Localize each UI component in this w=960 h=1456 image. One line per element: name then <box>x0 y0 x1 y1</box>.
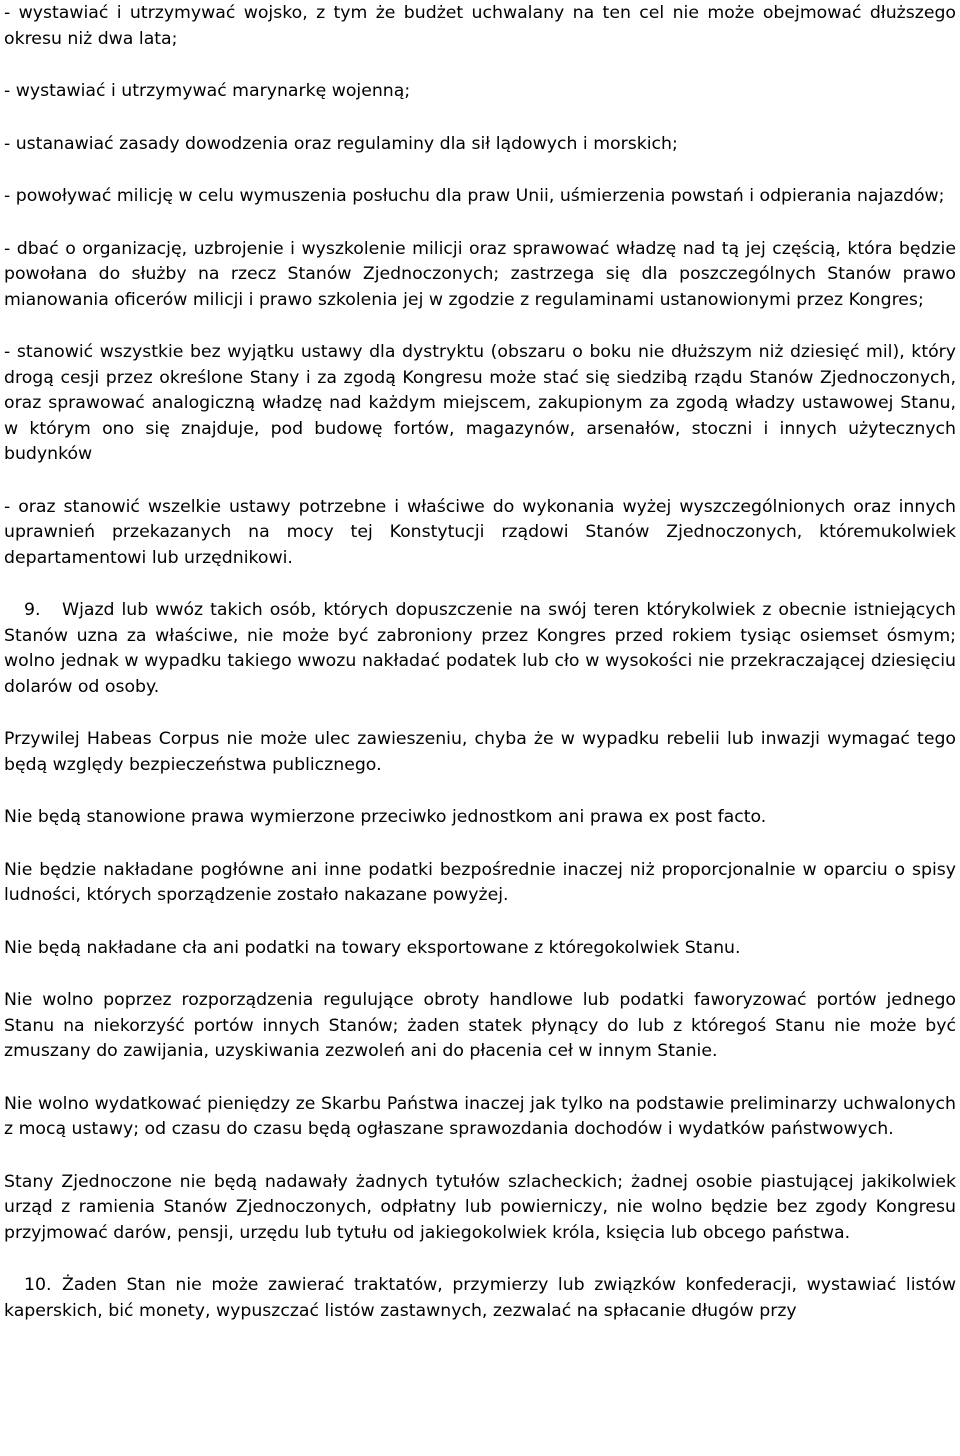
paragraph-army: - wystawiać i utrzymywać wojsko, z tym że budżet uchwalany na ten cel nie może obejmować dłuższego okresu niż dwa lata; <box>4 3 956 49</box>
section-9-number: 9. <box>24 600 41 620</box>
paragraph-ex-post-facto: Nie będą stanowione prawa wymierzone przeciwko jednostkom ani prawa ex post facto. <box>4 807 767 827</box>
paragraph-export-duties: Nie będą nakładane cła ani podatki na towary eksportowane z któregokolwiek Stanu. <box>4 937 741 958</box>
document-page <box>4 1 956 1351</box>
paragraph-district: - stanowić wszystkie bez wyjątku ustawy dla dystryktu (obszaru o boku nie dłuższym niż dziesięć mil), który drogą cesji przez określone Stany i za zgodą Kongresu może stać się siedzibą rządu Stanów Zjednoczonych, oraz sprawować analogiczną władzę nad każdym miejscem, zakupionym za zgodą władzy ustawowej Stanu, w którym ono się znajduje, pod budowę fortów, magazynów, arsenałów, stoczni i innych użytecznych budynków <box>4 342 956 464</box>
paragraph-navy: - wystawiać i utrzymywać marynarkę wojenną; <box>4 81 411 101</box>
paragraph-ports: Nie wolno poprzez rozporządzenia regulujące obroty handlowe lub podatki faworyzować portów jednego Stanu na niekorzyść portów innych Stanów; żaden statek płynący do lub z któregoś Stanu nie może być zmuszany do zawijania, uzyskiwania zezwoleń ani do płacenia ceł w innym Stanie. <box>4 990 956 1061</box>
section-10 <box>4 1273 956 1324</box>
section-9 <box>4 598 956 700</box>
section-9-text: Wjazd lub wwóz takich osób, których dopuszczenie na swój teren którykolwiek z obecnie istniejących Stanów uzna za właściwe, nie może być zabroniony przez Kongres przed rokiem tysiąc osiemset ósmym; wolno jednak w wypadku takiego wwozu nakładać podatek lub cło w wysokości nie przekraczającej dziesięciu dolarów od osoby. <box>4 600 956 697</box>
paragraph-habeas-corpus: Przywilej Habeas Corpus nie może ulec zawieszeniu, chyba że w wypadku rebelii lub inwazji wymagać tego będą względy bezpieczeństwa publicznego. <box>4 729 956 775</box>
paragraph-nobility-titles: Stany Zjednoczone nie będą nadawały żadnych tytułów szlacheckich; żadnej osobie piastującej jakikolwiek urząd z ramienia Stanów Zjednoczonych, odpłatny lub powierniczy, nie wolno będzie bez zgody Kongresu przyjmować darów, pensji, urzędu lub tytułu od jakiegokolwiek króla, księcia lub obcego państwa. <box>4 1171 956 1243</box>
section-10-text: Żaden Stan nie może zawierać traktatów, przymierzy lub związków konfederacji, wystawiać listów kaperskich, bić monety, wypuszczać listów zastawnych, zezwalać na spłacanie długów przy <box>4 1275 956 1321</box>
paragraph-regulations: - ustanawiać zasady dowodzenia oraz regulaminy dla sił lądowych i morskich; <box>4 133 678 154</box>
paragraph-capitation-tax: Nie będzie nakładane pogłówne ani inne podatki bezpośrednie inaczej niż proporcjonalnie w oparciu o spisy ludności, których sporządzenie zostało nakazane powyżej. <box>4 859 956 905</box>
paragraph-necessary-laws: - oraz stanowić wszelkie ustawy potrzebne i właściwe do wykonania wyżej wyszczególnionych oraz innych uprawnień przekazanych na mocy tej Konstytucji rządowi Stanów Zjednoczonych, któremukolwiek departamentowi lub urzędnikowi. <box>4 496 956 568</box>
paragraph-treasury: Nie wolno wydatkować pieniędzy ze Skarbu Państwa inaczej jak tylko na podstawie preliminarzy uchwalonych z mocą ustawy; od czasu do czasu będą ogłaszane sprawozdania dochodów i wydatków państwowych. <box>4 1093 956 1139</box>
section-10-number: 10. <box>24 1275 52 1295</box>
paragraph-militia-organization: - dbać o organizację, uzbrojenie i wyszkolenie milicji oraz sprawować władzę nad tą jej częścią, która będzie powołana do służby na rzecz Stanów Zjednoczonych; zastrzega się dla poszczególnych Stanów prawo mianowania oficerów milicji i prawo szkolenia jej w zgodzie z regulaminami ustanowionymi przez Kongres; <box>4 238 956 310</box>
paragraph-militia-call: - powoływać milicję w celu wymuszenia posłuchu dla praw Unii, uśmierzenia powstań i odpierania najazdów; <box>4 186 945 206</box>
